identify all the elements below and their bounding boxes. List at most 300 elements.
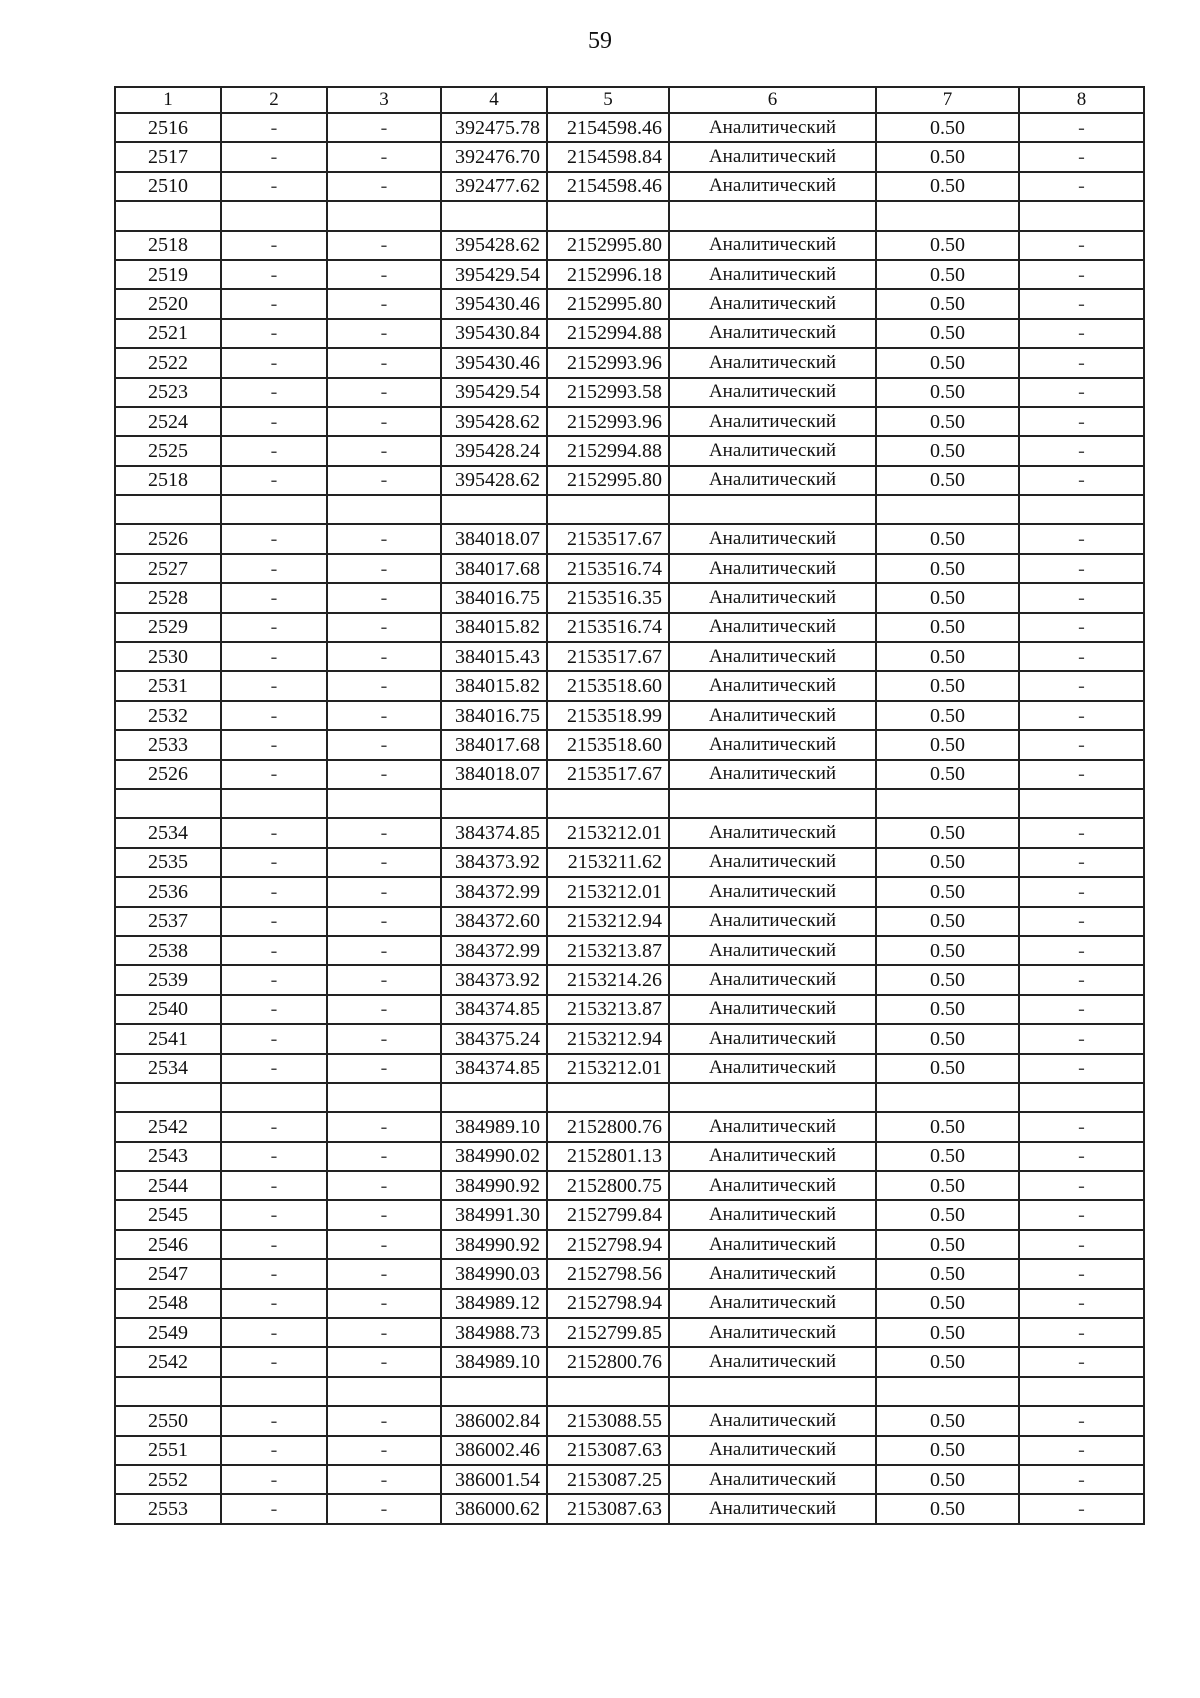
col-3-cell — [327, 201, 441, 230]
col-3-cell: - — [327, 1112, 441, 1141]
method-cell: Аналитический — [669, 1200, 876, 1229]
col-8-cell: - — [1019, 1171, 1144, 1200]
method-cell — [669, 1377, 876, 1406]
accuracy-cell: 0.50 — [876, 1436, 1019, 1465]
point-number-cell: 2526 — [115, 524, 221, 553]
table-row — [115, 378, 1144, 407]
col-8-cell: - — [1019, 319, 1144, 348]
col-2-cell: - — [221, 1054, 327, 1083]
col-3-cell: - — [327, 613, 441, 642]
x-coordinate-cell: 384990.03 — [441, 1259, 547, 1288]
col-8-cell — [1019, 789, 1144, 818]
column-header-4: 4 — [441, 87, 547, 113]
point-number-cell: 2538 — [115, 936, 221, 965]
col-8-cell: - — [1019, 407, 1144, 436]
col-3-cell: - — [327, 995, 441, 1024]
table-row — [115, 1406, 1144, 1435]
col-8-cell: - — [1019, 818, 1144, 847]
method-cell: Аналитический — [669, 583, 876, 612]
table-row — [115, 730, 1144, 759]
point-number-cell: 2516 — [115, 113, 221, 142]
y-coordinate-cell: 2152993.96 — [547, 407, 669, 436]
col-3-cell: - — [327, 142, 441, 171]
col-3-cell: - — [327, 1318, 441, 1347]
x-coordinate-cell — [441, 201, 547, 230]
x-coordinate-cell: 384016.75 — [441, 701, 547, 730]
y-coordinate-cell: 2154598.84 — [547, 142, 669, 171]
method-cell: Аналитический — [669, 231, 876, 260]
x-coordinate-cell: 392475.78 — [441, 113, 547, 142]
col-8-cell: - — [1019, 378, 1144, 407]
point-number-cell: 2531 — [115, 671, 221, 700]
col-2-cell: - — [221, 378, 327, 407]
accuracy-cell — [876, 201, 1019, 230]
table-row — [115, 1024, 1144, 1053]
page-number: 59 — [588, 28, 612, 54]
col-8-cell — [1019, 1377, 1144, 1406]
accuracy-cell: 0.50 — [876, 848, 1019, 877]
col-3-cell: - — [327, 1289, 441, 1318]
point-number-cell: 2546 — [115, 1230, 221, 1259]
method-cell: Аналитический — [669, 907, 876, 936]
method-cell: Аналитический — [669, 1494, 876, 1523]
accuracy-cell — [876, 495, 1019, 524]
col-8-cell: - — [1019, 1289, 1144, 1318]
accuracy-cell: 0.50 — [876, 231, 1019, 260]
x-coordinate-cell: 384018.07 — [441, 760, 547, 789]
y-coordinate-cell: 2153213.87 — [547, 936, 669, 965]
x-coordinate-cell: 384015.43 — [441, 642, 547, 671]
method-cell — [669, 201, 876, 230]
table-row — [115, 583, 1144, 612]
point-number-cell: 2520 — [115, 289, 221, 318]
table-row — [115, 1318, 1144, 1347]
method-cell: Аналитический — [669, 1230, 876, 1259]
col-2-cell: - — [221, 1318, 327, 1347]
col-3-cell — [327, 1377, 441, 1406]
point-number-cell: 2536 — [115, 877, 221, 906]
col-2-cell: - — [221, 260, 327, 289]
method-cell: Аналитический — [669, 319, 876, 348]
method-cell: Аналитический — [669, 1347, 876, 1376]
col-2-cell — [221, 789, 327, 818]
table-row — [115, 1465, 1144, 1494]
x-coordinate-cell: 384375.24 — [441, 1024, 547, 1053]
col-3-cell: - — [327, 407, 441, 436]
y-coordinate-cell — [547, 789, 669, 818]
col-8-cell: - — [1019, 260, 1144, 289]
accuracy-cell: 0.50 — [876, 1200, 1019, 1229]
col-3-cell: - — [327, 1259, 441, 1288]
point-number-cell: 2527 — [115, 554, 221, 583]
point-number-cell: 2524 — [115, 407, 221, 436]
col-2-cell: - — [221, 1171, 327, 1200]
col-3-cell — [327, 789, 441, 818]
accuracy-cell: 0.50 — [876, 554, 1019, 583]
table-row — [115, 965, 1144, 994]
accuracy-cell: 0.50 — [876, 1465, 1019, 1494]
accuracy-cell: 0.50 — [876, 113, 1019, 142]
point-number-cell: 2525 — [115, 436, 221, 465]
col-3-cell: - — [327, 730, 441, 759]
method-cell — [669, 789, 876, 818]
x-coordinate-cell: 395430.46 — [441, 348, 547, 377]
col-8-cell: - — [1019, 289, 1144, 318]
x-coordinate-cell: 392477.62 — [441, 172, 547, 201]
y-coordinate-cell: 2153211.62 — [547, 848, 669, 877]
col-3-cell: - — [327, 172, 441, 201]
col-8-cell: - — [1019, 348, 1144, 377]
point-number-cell: 2532 — [115, 701, 221, 730]
table-row — [115, 1289, 1144, 1318]
point-number-cell: 2535 — [115, 848, 221, 877]
col-2-cell: - — [221, 554, 327, 583]
point-number-cell: 2529 — [115, 613, 221, 642]
point-number-cell: 2547 — [115, 1259, 221, 1288]
accuracy-cell: 0.50 — [876, 965, 1019, 994]
point-number-cell: 2544 — [115, 1171, 221, 1200]
y-coordinate-cell: 2152993.58 — [547, 378, 669, 407]
method-cell: Аналитический — [669, 1318, 876, 1347]
x-coordinate-cell: 395428.62 — [441, 407, 547, 436]
y-coordinate-cell: 2154598.46 — [547, 113, 669, 142]
method-cell: Аналитический — [669, 1259, 876, 1288]
accuracy-cell: 0.50 — [876, 407, 1019, 436]
x-coordinate-cell: 384990.92 — [441, 1171, 547, 1200]
col-3-cell: - — [327, 289, 441, 318]
col-3-cell: - — [327, 1347, 441, 1376]
col-2-cell: - — [221, 113, 327, 142]
method-cell: Аналитический — [669, 554, 876, 583]
col-8-cell: - — [1019, 613, 1144, 642]
method-cell: Аналитический — [669, 348, 876, 377]
y-coordinate-cell: 2152995.80 — [547, 289, 669, 318]
col-3-cell: - — [327, 1436, 441, 1465]
accuracy-cell: 0.50 — [876, 348, 1019, 377]
accuracy-cell: 0.50 — [876, 907, 1019, 936]
col-3-cell: - — [327, 583, 441, 612]
col-8-cell: - — [1019, 730, 1144, 759]
y-coordinate-cell: 2153516.74 — [547, 554, 669, 583]
method-cell: Аналитический — [669, 760, 876, 789]
table-row — [115, 407, 1144, 436]
table-row — [115, 1171, 1144, 1200]
col-3-cell: - — [327, 1054, 441, 1083]
table-row — [115, 436, 1144, 465]
method-cell: Аналитический — [669, 1171, 876, 1200]
col-8-cell: - — [1019, 1494, 1144, 1523]
method-cell: Аналитический — [669, 671, 876, 700]
accuracy-cell: 0.50 — [876, 1054, 1019, 1083]
table-row — [115, 1083, 1144, 1112]
col-8-cell: - — [1019, 1318, 1144, 1347]
point-number-cell: 2542 — [115, 1347, 221, 1376]
col-3-cell: - — [327, 436, 441, 465]
col-3-cell: - — [327, 642, 441, 671]
x-coordinate-cell: 386002.46 — [441, 1436, 547, 1465]
accuracy-cell: 0.50 — [876, 818, 1019, 847]
method-cell: Аналитический — [669, 1289, 876, 1318]
col-2-cell: - — [221, 1142, 327, 1171]
point-number-cell: 2552 — [115, 1465, 221, 1494]
col-2-cell: - — [221, 231, 327, 260]
col-3-cell: - — [327, 936, 441, 965]
point-number-cell: 2522 — [115, 348, 221, 377]
col-3-cell: - — [327, 965, 441, 994]
col-8-cell: - — [1019, 583, 1144, 612]
point-number-cell: 2523 — [115, 378, 221, 407]
point-number-cell: 2534 — [115, 1054, 221, 1083]
method-cell: Аналитический — [669, 613, 876, 642]
y-coordinate-cell: 2153516.35 — [547, 583, 669, 612]
point-number-cell: 2541 — [115, 1024, 221, 1053]
col-2-cell: - — [221, 848, 327, 877]
col-3-cell: - — [327, 848, 441, 877]
column-header-8: 8 — [1019, 87, 1144, 113]
x-coordinate-cell: 386000.62 — [441, 1494, 547, 1523]
col-8-cell: - — [1019, 466, 1144, 495]
table-row — [115, 201, 1144, 230]
x-coordinate-cell: 384373.92 — [441, 965, 547, 994]
table-row — [115, 995, 1144, 1024]
col-2-cell: - — [221, 1465, 327, 1494]
point-number-cell: 2543 — [115, 1142, 221, 1171]
col-3-cell: - — [327, 1465, 441, 1494]
accuracy-cell: 0.50 — [876, 319, 1019, 348]
x-coordinate-cell: 384374.85 — [441, 1054, 547, 1083]
y-coordinate-cell — [547, 495, 669, 524]
method-cell: Аналитический — [669, 818, 876, 847]
y-coordinate-cell: 2154598.46 — [547, 172, 669, 201]
table-row — [115, 642, 1144, 671]
x-coordinate-cell: 384017.68 — [441, 554, 547, 583]
x-coordinate-cell — [441, 495, 547, 524]
col-8-cell: - — [1019, 965, 1144, 994]
col-8-cell: - — [1019, 877, 1144, 906]
method-cell: Аналитический — [669, 936, 876, 965]
table-row — [115, 466, 1144, 495]
col-8-cell: - — [1019, 995, 1144, 1024]
col-8-cell: - — [1019, 554, 1144, 583]
col-2-cell: - — [221, 730, 327, 759]
column-header-3: 3 — [327, 87, 441, 113]
col-8-cell: - — [1019, 1024, 1144, 1053]
col-2-cell: - — [221, 1406, 327, 1435]
method-cell: Аналитический — [669, 1406, 876, 1435]
accuracy-cell: 0.50 — [876, 260, 1019, 289]
accuracy-cell — [876, 1083, 1019, 1112]
col-8-cell: - — [1019, 1259, 1144, 1288]
table-row — [115, 495, 1144, 524]
method-cell: Аналитический — [669, 524, 876, 553]
method-cell: Аналитический — [669, 1465, 876, 1494]
table-body — [115, 113, 1144, 1524]
accuracy-cell: 0.50 — [876, 1142, 1019, 1171]
y-coordinate-cell: 2152995.80 — [547, 466, 669, 495]
col-2-cell: - — [221, 1230, 327, 1259]
x-coordinate-cell: 384988.73 — [441, 1318, 547, 1347]
y-coordinate-cell: 2153212.01 — [547, 1054, 669, 1083]
accuracy-cell: 0.50 — [876, 1406, 1019, 1435]
accuracy-cell — [876, 1377, 1019, 1406]
point-number-cell: 2526 — [115, 760, 221, 789]
table-row — [115, 554, 1144, 583]
table-row — [115, 1054, 1144, 1083]
col-3-cell: - — [327, 760, 441, 789]
y-coordinate-cell: 2153087.25 — [547, 1465, 669, 1494]
table-row — [115, 231, 1144, 260]
accuracy-cell: 0.50 — [876, 1112, 1019, 1141]
table-row — [115, 260, 1144, 289]
point-number-cell — [115, 495, 221, 524]
accuracy-cell: 0.50 — [876, 289, 1019, 318]
x-coordinate-cell: 384990.92 — [441, 1230, 547, 1259]
column-header-2: 2 — [221, 87, 327, 113]
col-8-cell — [1019, 495, 1144, 524]
accuracy-cell: 0.50 — [876, 995, 1019, 1024]
y-coordinate-cell: 2152994.88 — [547, 319, 669, 348]
col-8-cell: - — [1019, 142, 1144, 171]
y-coordinate-cell: 2153212.01 — [547, 818, 669, 847]
col-3-cell: - — [327, 1230, 441, 1259]
x-coordinate-cell: 395428.62 — [441, 231, 547, 260]
col-8-cell: - — [1019, 231, 1144, 260]
y-coordinate-cell: 2152799.85 — [547, 1318, 669, 1347]
x-coordinate-cell — [441, 1377, 547, 1406]
col-8-cell: - — [1019, 1436, 1144, 1465]
accuracy-cell: 0.50 — [876, 1347, 1019, 1376]
table-row — [115, 1230, 1144, 1259]
x-coordinate-cell: 395428.62 — [441, 466, 547, 495]
col-2-cell: - — [221, 907, 327, 936]
y-coordinate-cell: 2153087.63 — [547, 1494, 669, 1523]
point-number-cell: 2545 — [115, 1200, 221, 1229]
method-cell: Аналитический — [669, 701, 876, 730]
col-2-cell: - — [221, 965, 327, 994]
x-coordinate-cell: 384015.82 — [441, 613, 547, 642]
y-coordinate-cell: 2152800.75 — [547, 1171, 669, 1200]
col-8-cell: - — [1019, 436, 1144, 465]
method-cell: Аналитический — [669, 436, 876, 465]
col-3-cell: - — [327, 701, 441, 730]
col-2-cell — [221, 1377, 327, 1406]
point-number-cell — [115, 1377, 221, 1406]
col-3-cell: - — [327, 1171, 441, 1200]
x-coordinate-cell: 384015.82 — [441, 671, 547, 700]
y-coordinate-cell: 2153518.60 — [547, 730, 669, 759]
table-row — [115, 671, 1144, 700]
table-row — [115, 818, 1144, 847]
accuracy-cell: 0.50 — [876, 701, 1019, 730]
accuracy-cell: 0.50 — [876, 760, 1019, 789]
table-row — [115, 524, 1144, 553]
table-row — [115, 1259, 1144, 1288]
x-coordinate-cell: 395430.46 — [441, 289, 547, 318]
method-cell: Аналитический — [669, 995, 876, 1024]
y-coordinate-cell: 2153517.67 — [547, 524, 669, 553]
col-3-cell: - — [327, 818, 441, 847]
y-coordinate-cell: 2153517.67 — [547, 642, 669, 671]
y-coordinate-cell — [547, 1083, 669, 1112]
x-coordinate-cell: 384016.75 — [441, 583, 547, 612]
col-2-cell: - — [221, 613, 327, 642]
accuracy-cell: 0.50 — [876, 1318, 1019, 1347]
col-2-cell: - — [221, 407, 327, 436]
col-3-cell: - — [327, 113, 441, 142]
column-header-1: 1 — [115, 87, 221, 113]
table-row — [115, 142, 1144, 171]
col-2-cell — [221, 201, 327, 230]
y-coordinate-cell: 2152994.88 — [547, 436, 669, 465]
col-8-cell: - — [1019, 642, 1144, 671]
col-2-cell: - — [221, 1289, 327, 1318]
column-header-6: 6 — [669, 87, 876, 113]
col-3-cell — [327, 1083, 441, 1112]
x-coordinate-cell — [441, 1083, 547, 1112]
col-8-cell — [1019, 1083, 1144, 1112]
col-2-cell: - — [221, 1200, 327, 1229]
y-coordinate-cell: 2153518.60 — [547, 671, 669, 700]
table-row — [115, 113, 1144, 142]
col-3-cell: - — [327, 378, 441, 407]
col-3-cell: - — [327, 231, 441, 260]
point-number-cell: 2539 — [115, 965, 221, 994]
col-3-cell: - — [327, 466, 441, 495]
accuracy-cell: 0.50 — [876, 1024, 1019, 1053]
method-cell: Аналитический — [669, 877, 876, 906]
point-number-cell: 2530 — [115, 642, 221, 671]
x-coordinate-cell: 384372.99 — [441, 936, 547, 965]
x-coordinate-cell: 395430.84 — [441, 319, 547, 348]
table-row — [115, 877, 1144, 906]
method-cell: Аналитический — [669, 113, 876, 142]
table-row — [115, 1377, 1144, 1406]
method-cell: Аналитический — [669, 642, 876, 671]
y-coordinate-cell: 2153517.67 — [547, 760, 669, 789]
x-coordinate-cell: 384018.07 — [441, 524, 547, 553]
point-number-cell: 2533 — [115, 730, 221, 759]
col-3-cell: - — [327, 348, 441, 377]
col-8-cell: - — [1019, 760, 1144, 789]
accuracy-cell: 0.50 — [876, 436, 1019, 465]
y-coordinate-cell: 2153087.63 — [547, 1436, 669, 1465]
y-coordinate-cell: 2152800.76 — [547, 1112, 669, 1141]
col-3-cell: - — [327, 319, 441, 348]
x-coordinate-cell: 395429.54 — [441, 260, 547, 289]
table-row — [115, 348, 1144, 377]
table-row — [115, 907, 1144, 936]
accuracy-cell: 0.50 — [876, 671, 1019, 700]
col-2-cell: - — [221, 319, 327, 348]
y-coordinate-cell: 2153212.94 — [547, 1024, 669, 1053]
method-cell: Аналитический — [669, 1054, 876, 1083]
point-number-cell: 2518 — [115, 231, 221, 260]
table-row — [115, 172, 1144, 201]
accuracy-cell: 0.50 — [876, 1494, 1019, 1523]
col-3-cell: - — [327, 907, 441, 936]
method-cell: Аналитический — [669, 1024, 876, 1053]
accuracy-cell: 0.50 — [876, 1289, 1019, 1318]
table-row — [115, 760, 1144, 789]
y-coordinate-cell: 2152799.84 — [547, 1200, 669, 1229]
x-coordinate-cell: 386002.84 — [441, 1406, 547, 1435]
x-coordinate-cell: 384374.85 — [441, 995, 547, 1024]
col-2-cell: - — [221, 524, 327, 553]
point-number-cell: 2518 — [115, 466, 221, 495]
point-number-cell: 2528 — [115, 583, 221, 612]
method-cell: Аналитический — [669, 1436, 876, 1465]
col-2-cell: - — [221, 1494, 327, 1523]
